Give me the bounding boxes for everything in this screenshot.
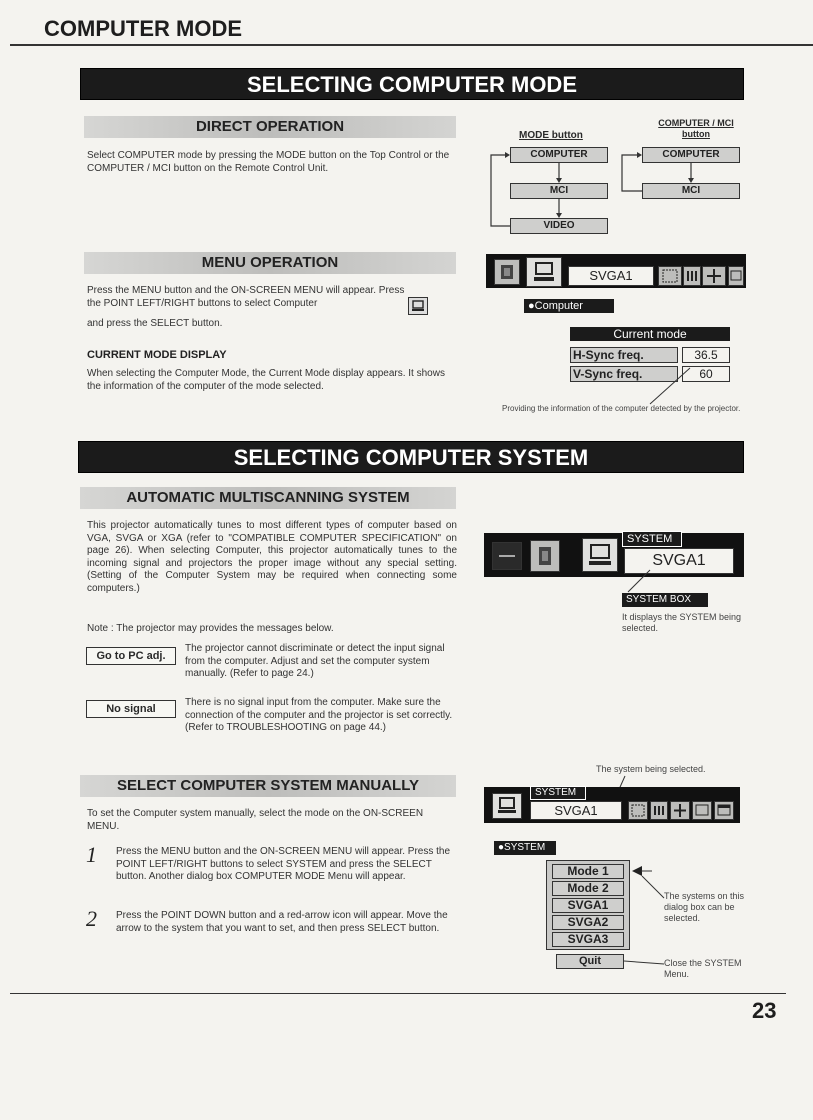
- system-box-label: SYSTEM BOX: [622, 593, 708, 607]
- vsync-value: 60: [682, 366, 730, 382]
- computer-mci-button-label: COMPUTER / MCI button: [658, 118, 734, 139]
- page-number: 23: [752, 998, 777, 1023]
- menubar-system-value-2: SVGA1: [530, 801, 622, 820]
- current-mode-display-heading: CURRENT MODE DISPLAY: [87, 349, 227, 361]
- section-banner-computer-mode: SELECTING COMPUTER MODE: [80, 68, 744, 100]
- no-signal-message: No signal: [86, 700, 176, 718]
- section-banner-computer-system: SELECTING COMPUTER SYSTEM: [78, 441, 744, 473]
- note-text: Note : The projector may provides the messages below.: [87, 623, 334, 634]
- mode-button-label: MODE button: [519, 130, 583, 141]
- direct-operation-heading: DIRECT OPERATION: [84, 116, 456, 138]
- diagram-mci-box-left: MCI: [510, 183, 608, 199]
- current-mode-caption: Providing the information of the computer detected by the projector.: [502, 404, 741, 413]
- menu-operation-heading: MENU OPERATION: [84, 252, 456, 274]
- diagram-video-box: VIDEO: [510, 218, 608, 234]
- menubar-system-value: SVGA1: [568, 266, 654, 286]
- vsync-label: V-Sync freq.: [570, 366, 678, 382]
- system-option[interactable]: Mode 1: [552, 864, 624, 879]
- system-option[interactable]: SVGA3: [552, 932, 624, 947]
- go-to-pc-adj-text: The projector cannot discriminate or detect the input signal from the computer. Adjust and set the computer system manually. (Refer to page 24.): [185, 643, 445, 679]
- select-system-manually-text: To set the Computer system manually, select the mode on the ON-SCREEN MENU.: [87, 808, 424, 832]
- footer-rule: [10, 993, 786, 994]
- system-tag-2: SYSTEM: [530, 786, 586, 800]
- diagram-computer-box-right: COMPUTER: [642, 147, 740, 163]
- page-title: COMPUTER MODE: [44, 16, 242, 41]
- current-mode-title: Current mode: [570, 327, 730, 341]
- no-signal-text: There is no signal input from the computer. Make sure the connection of the computer and the projector is set correctly. (Refer to TROUBLESHOOTING on page 44.): [185, 697, 453, 733]
- quit-button[interactable]: Quit: [556, 954, 624, 969]
- select-system-manually-heading: SELECT COMPUTER SYSTEM MANUALLY: [80, 775, 456, 797]
- step-2-number: 2: [86, 906, 97, 931]
- system-tag: SYSTEM: [622, 531, 682, 547]
- diagram-mci-box-right: MCI: [642, 183, 740, 199]
- go-to-pc-adj-message: Go to PC adj.: [86, 647, 176, 665]
- system-options-caption: The systems on this dialog box can be selected.: [664, 891, 745, 923]
- automatic-multiscanning-heading: AUTOMATIC MULTISCANNING SYSTEM: [80, 487, 456, 509]
- system-box-caption: It displays the SYSTEM being selected.: [622, 612, 742, 633]
- quit-caption: Close the SYSTEM Menu.: [664, 958, 742, 979]
- step-1-number: 1: [86, 842, 97, 867]
- diagram-computer-box-left: COMPUTER: [510, 147, 608, 163]
- hsync-label: H-Sync freq.: [570, 347, 678, 363]
- menu-operation-text-2: and press the SELECT button.: [87, 318, 223, 329]
- system-option[interactable]: Mode 2: [552, 881, 624, 896]
- current-mode-display-text: When selecting the Computer Mode, the Current Mode display appears. It shows the information of the computer of the mode selected.: [87, 368, 445, 392]
- menu-operation-text: Press the MENU button and the ON-SCREEN MENU will appear. Press the POINT LEFT/RIGHT buttons to select Computer: [87, 285, 405, 309]
- system-option[interactable]: SVGA2: [552, 915, 624, 930]
- system-option[interactable]: SVGA1: [552, 898, 624, 913]
- direct-operation-text: Select COMPUTER mode by pressing the MODE button on the Top Control or the COMPUTER / MCI button on the Remote Control Unit.: [87, 150, 450, 174]
- system-selected-caption: The system being selected.: [596, 764, 706, 774]
- automatic-multiscanning-text: This projector automatically tunes to most different types of computer based on VGA, SVGA or XGA (refer to "COMPATIBLE COMPUTER SPECIFICATION" on page 26). When selecting Computer, this projector automatically tunes to the incoming signal and projectors the proper image without any special setting. (Setting of the Computer System may be required when connecting some computers.): [87, 520, 457, 594]
- system-menu-label: ●SYSTEM: [494, 841, 556, 855]
- system-box-value: SVGA1: [624, 548, 734, 574]
- computer-menu-label: ●Computer: [524, 299, 614, 313]
- step-2-text: Press the POINT DOWN button and a red-arrow icon will appear. Move the arrow to the system that you want to set, and then press SELECT button.: [116, 910, 448, 934]
- step-1-text: Press the MENU button and the ON-SCREEN MENU will appear. Press the POINT LEFT/RIGHT buttons to select SYSTEM and press the SELECT button. Another dialog box COMPUTER MODE Menu will appear.: [116, 846, 451, 882]
- hsync-value: 36.5: [682, 347, 730, 363]
